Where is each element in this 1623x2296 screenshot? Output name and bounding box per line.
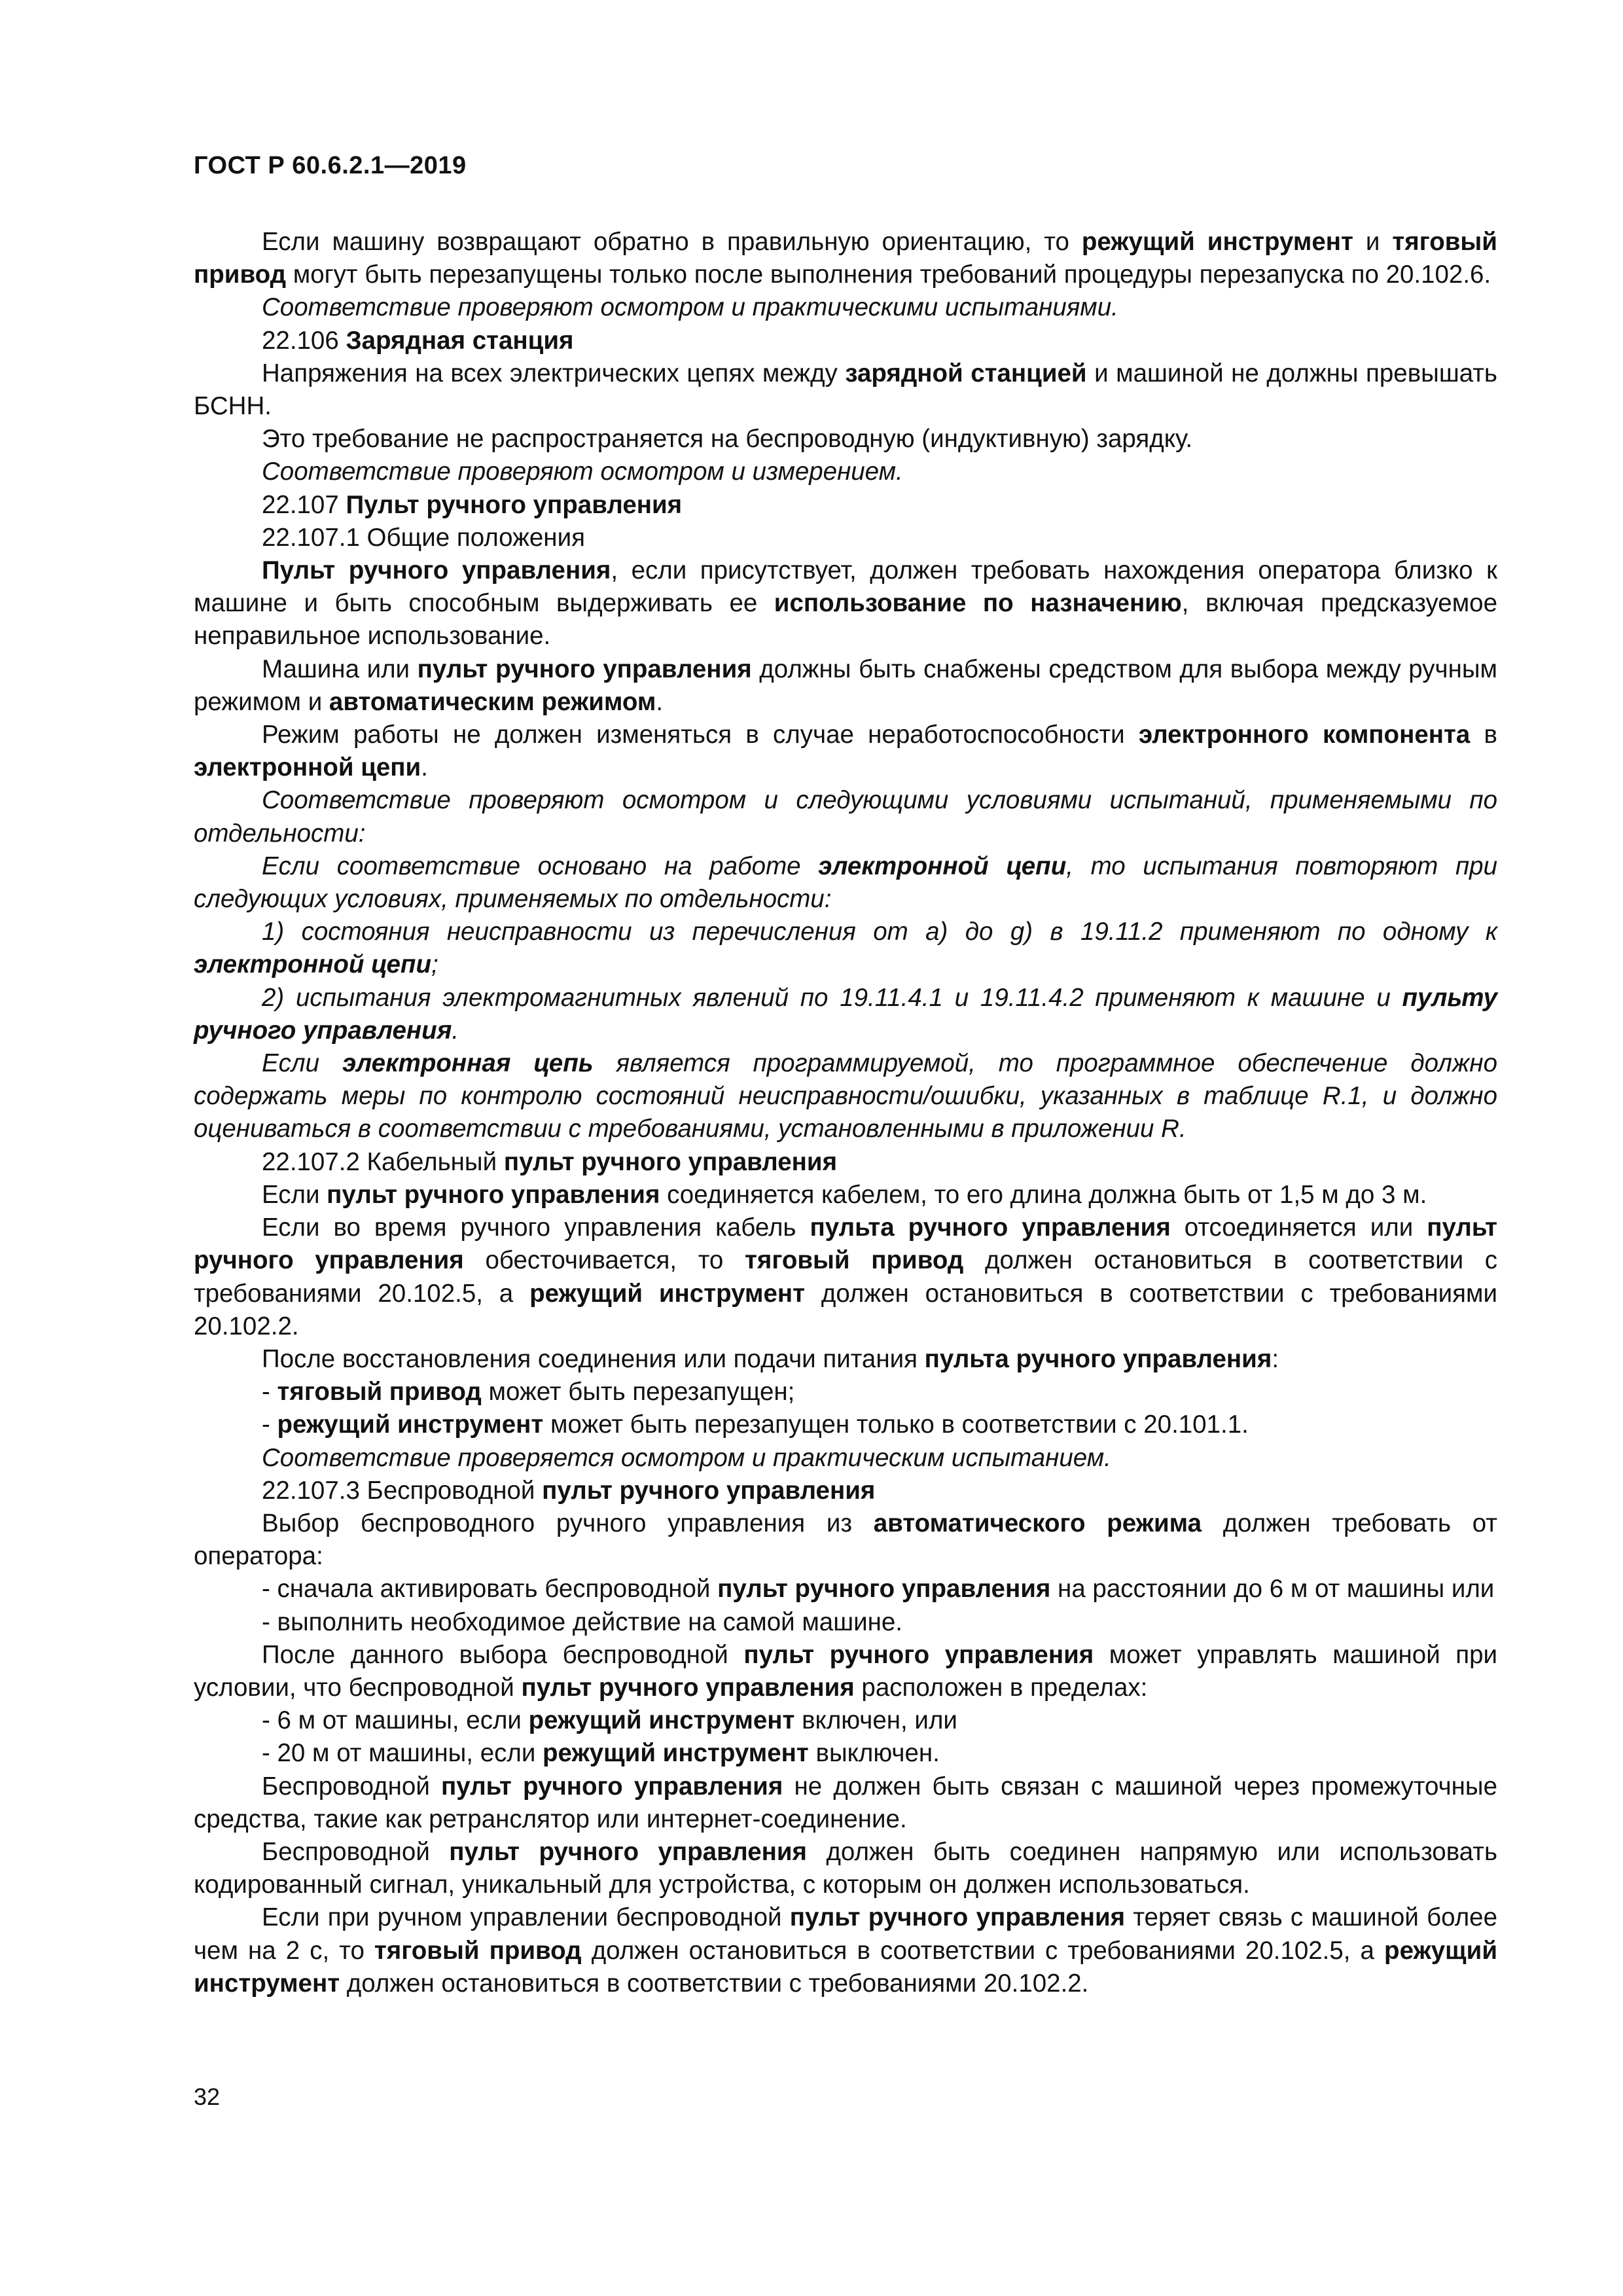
bold-term: тяговый привод (374, 1936, 582, 1965)
bold-term: пульт ручного управления (194, 1213, 1497, 1275)
bold-term: режущий инструмент (277, 1410, 544, 1439)
text-run: - 6 м от машины, если (262, 1706, 529, 1735)
bold-term: Пульт ручного управления (346, 490, 683, 519)
bold-term: режущий инструмент (543, 1739, 809, 1768)
text-run: : (1272, 1344, 1279, 1373)
bold-term: тяговый привод (194, 228, 1497, 289)
paragraph (194, 1343, 1497, 1376)
text-run: ; (431, 950, 438, 979)
bold-term: режущий инструмент (529, 1279, 805, 1308)
text-run: Соответствие проверяется осмотром и практическим испытанием. (262, 1443, 1111, 1472)
text-run: обесточивается, то (463, 1246, 745, 1275)
text-run: может быть перезапущен только в соответствии с 20.101.1. (543, 1410, 1249, 1439)
text-run: - (262, 1410, 277, 1439)
bold-term: пульта ручного управления (810, 1213, 1171, 1242)
text-run: . (452, 1016, 459, 1045)
bold-term: пульт ручного управления (542, 1476, 876, 1505)
text-run: должен требовать от оператора: (194, 1509, 1497, 1571)
text-run: - сначала активировать беспроводной (262, 1575, 718, 1604)
bold-term: тяговый привод (745, 1246, 964, 1275)
paragraph (194, 456, 1497, 488)
paragraph (194, 1179, 1497, 1211)
text-run: - 20 м от машины, если (262, 1739, 543, 1768)
text-run: Если во время ручного управления кабель (262, 1213, 810, 1242)
text-run: Если соответствие основано на работе (262, 852, 819, 880)
bold-term: автоматического режима (873, 1509, 1202, 1537)
bold-term: пульт ручного управления (503, 1147, 838, 1176)
paragraph (194, 653, 1497, 719)
text-run: Если машину возвращают обратно в правильную ориентацию, то (262, 228, 1082, 256)
paragraph (194, 1442, 1497, 1475)
text-run: 22.107.2 Кабельный (262, 1147, 504, 1176)
text-run: 22.106 (262, 326, 346, 355)
bold-term: Зарядная станция (346, 326, 574, 355)
text-run: После восстановления соединения или подачи питания (262, 1344, 925, 1373)
text-run: Если (262, 1049, 342, 1078)
text-run: Машина или (262, 655, 418, 683)
bold-term: пульт ручного управления (449, 1837, 808, 1866)
text-run: Соответствие проверяют осмотром и практическими испытаниями. (262, 293, 1118, 322)
text-run: Беспроводной (262, 1837, 450, 1866)
paragraph (194, 291, 1497, 324)
paragraph (194, 1376, 1497, 1408)
bold-term: пульта ручного управления (924, 1344, 1272, 1373)
text-run: должны быть снабжены средством для выбора между ручным режимом и (194, 655, 1497, 716)
bold-term: пульт ручного управления (417, 655, 752, 683)
paragraph (194, 850, 1497, 916)
text-run: Соответствие проверяют осмотром и измерением. (262, 457, 903, 486)
text-run: отсоединяется или (1170, 1213, 1427, 1242)
paragraph (194, 1507, 1497, 1573)
text-run: После данного выбора беспроводной (262, 1640, 744, 1669)
text-run: и машиной не должны превышать БСНН. (194, 359, 1497, 421)
text-run: не должен быть связан с машиной через промежуточные средства, такие как ретранслятор или интернет-соединение. (194, 1772, 1497, 1833)
bold-term: пульту ручного управления (194, 983, 1497, 1045)
bold-term: электронной цепи (194, 950, 431, 979)
paragraph (194, 719, 1497, 784)
paragraph (194, 1475, 1497, 1507)
paragraph (194, 982, 1497, 1047)
text-run: Это требование не распространяется на беспроводную (индуктивную) зарядку. (262, 425, 1193, 454)
text-run: . (656, 687, 664, 716)
text-run: и (1353, 228, 1393, 256)
paragraph (194, 325, 1497, 357)
bold-term: пульт ручного управления (441, 1772, 783, 1801)
bold-term: пульт ручного управления (327, 1180, 660, 1209)
bold-term: электронного компонента (1138, 721, 1471, 749)
paragraph (194, 1836, 1497, 1901)
text-run: , включая предсказуемое неправильное использование. (194, 589, 1497, 651)
bold-term: пульт ручного управления (743, 1640, 1094, 1669)
bold-term: режущий инструмент (1081, 228, 1353, 256)
text-run: Если (262, 1180, 327, 1209)
bold-term: автоматическим режимом (329, 687, 656, 716)
text-run: в (1470, 721, 1497, 749)
bold-term: зарядной станцией (845, 359, 1087, 387)
text-run: Выбор беспроводного ручного управления из (262, 1509, 874, 1537)
paragraph (194, 1639, 1497, 1704)
text-run: должен остановиться в соответствии с требованиями 20.102.5, а (581, 1936, 1385, 1965)
bold-term: тяговый привод (277, 1378, 482, 1407)
bold-term: использование по назначению (774, 589, 1182, 618)
paragraph (194, 522, 1497, 554)
paragraph (194, 784, 1497, 850)
text-run: включен, или (794, 1706, 957, 1735)
text-run: должен остановиться в соответствии с требованиями 20.102.2. (194, 1279, 1497, 1340)
bold-term: пульт ручного управления (521, 1673, 855, 1702)
paragraph (194, 226, 1497, 291)
document-header: ГОСТ Р 60.6.2.1—2019 (194, 152, 467, 179)
paragraph (194, 1408, 1497, 1441)
paragraph (194, 1901, 1497, 2000)
bold-term: Пульт ручного управления (262, 556, 611, 585)
text-run: 1) состояния неисправности из перечисления от a) до g) в 19.11.2 применяют по одному к (262, 918, 1497, 946)
text-run: Если при ручном управлении беспроводной (262, 1903, 790, 1932)
paragraph (194, 554, 1497, 653)
paragraph (194, 1770, 1497, 1836)
text-run: является программируемой, то программное обеспечение должно содержать меры по контролю состояний неисправности/ошибки, указанных в таблице R.1, и должно оцениваться в соответствии с требованиями, установленными в приложении R. (194, 1049, 1498, 1143)
text-run: должен остановиться в соответствии с требованиями 20.102.5, а (194, 1246, 1497, 1308)
text-run: может быть перезапущен; (481, 1378, 795, 1407)
text-run: может управлять машиной при условии, что беспроводной (194, 1640, 1498, 1702)
paragraph (194, 1573, 1497, 1605)
paragraph (194, 357, 1497, 423)
page-number: 32 (194, 2083, 221, 2110)
text-run: теряет связь с машиной более чем на 2 с, то (194, 1903, 1497, 1965)
text-run: выключен. (808, 1739, 940, 1768)
text-run: 22.107.3 Беспроводной (262, 1476, 543, 1505)
paragraph (194, 1606, 1497, 1639)
bold-term: режущий инструмент (528, 1706, 795, 1735)
document-body (194, 226, 1497, 2000)
text-run: должен быть соединен напрямую или использовать кодированный сигнал, уникальный для устройства, с которым он должен использоваться. (194, 1837, 1497, 1899)
text-run: 22.107 (262, 490, 346, 519)
text-run: на расстоянии до 6 м от машины или (1050, 1575, 1495, 1604)
text-run: . (421, 753, 428, 782)
bold-term: режущий инструмент (194, 1936, 1497, 1998)
paragraph (194, 1047, 1497, 1146)
paragraph (194, 1704, 1497, 1737)
bold-term: пульт ручного управления (789, 1903, 1126, 1932)
text-run: 22.107.1 Общие положения (262, 523, 585, 552)
text-run: , если присутствует, должен требовать нахождения оператора близко к машине и быть способным выдерживать ее (194, 556, 1497, 618)
bold-term: электронной цепи (818, 852, 1067, 880)
text-run: 2) испытания электромагнитных явлений по 19.11.4.1 и 19.11.4.2 применяют к машине и (262, 983, 1402, 1012)
paragraph (194, 916, 1497, 981)
bold-term: электронная цепь (342, 1049, 594, 1078)
text-run: Напряжения на всех электрических цепях между (262, 359, 846, 387)
text-run: могут быть перезапущены только после выполнения требований процедуры перезапуска по 20.102.6. (286, 260, 1491, 289)
text-run: должен остановиться в соответствии с требованиями 20.102.2. (340, 1969, 1089, 1998)
paragraph (194, 423, 1497, 456)
text-run: - выполнить необходимое действие на самой машине. (262, 1607, 902, 1636)
paragraph (194, 489, 1497, 522)
text-run: , то испытания повторяют при следующих условиях, применяемых по отдельности: (194, 852, 1497, 914)
text-run: - (262, 1378, 277, 1407)
bold-term: электронной цепи (194, 753, 421, 782)
text-run: соединяется кабелем, то его длина должна быть от 1,5 м до 3 м. (660, 1180, 1427, 1209)
paragraph (194, 1737, 1497, 1770)
paragraph (194, 1211, 1497, 1343)
text-run: Режим работы не должен изменяться в случае неработоспособности (262, 721, 1139, 749)
text-run: Соответствие проверяют осмотром и следующими условиями испытаний, применяемыми по отдельности: (194, 786, 1497, 848)
bold-term: пульт ручного управления (717, 1575, 1051, 1604)
text-run: Беспроводной (262, 1772, 442, 1801)
paragraph (194, 1146, 1497, 1179)
text-run: расположен в пределах: (854, 1673, 1148, 1702)
